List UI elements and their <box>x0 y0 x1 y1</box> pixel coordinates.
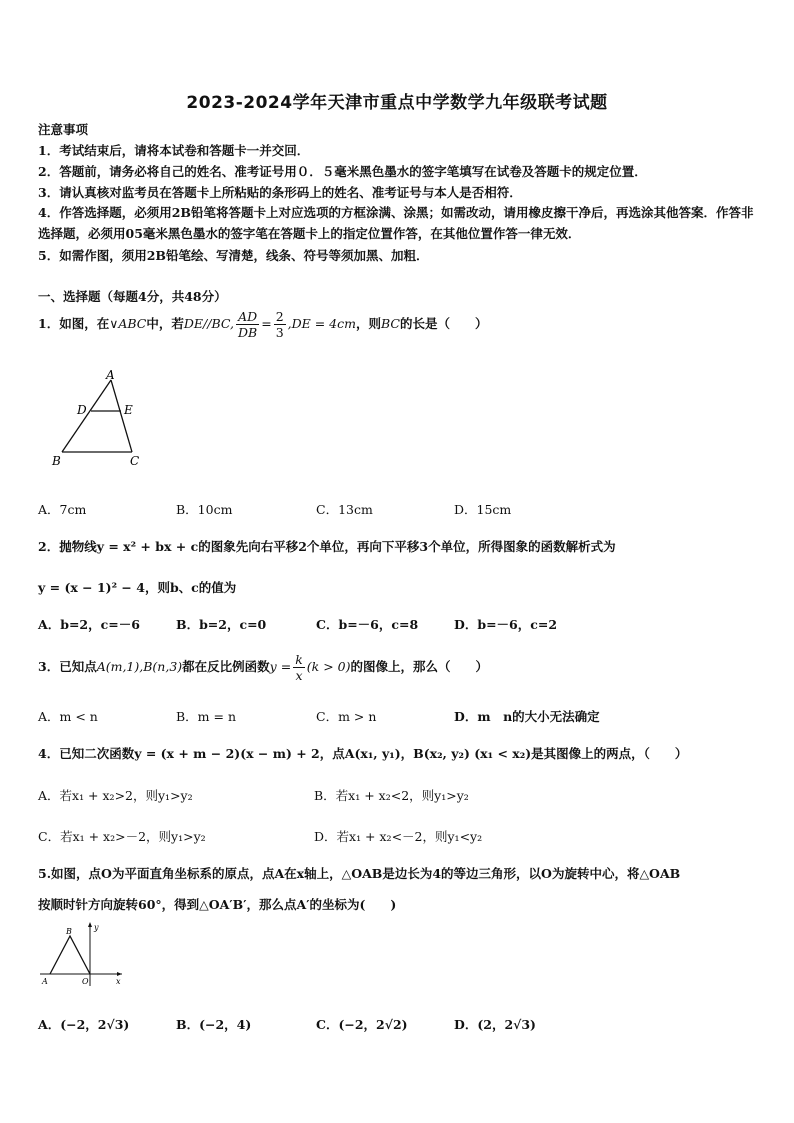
q1-fraction-num: AD <box>236 309 259 325</box>
q1-option-d[interactable]: D．15cm <box>454 502 512 517</box>
q4-option-c[interactable]: C．若x₁ + x₂>－2，则y₁>y₂ <box>38 829 206 844</box>
q5-fig-label-x: x <box>116 977 121 986</box>
q1-tail: 的长是（ ） <box>400 316 488 331</box>
q1-ratio-den: 3 <box>275 325 284 340</box>
q3-func-den: x <box>295 668 303 683</box>
q1-fig-label-a: A <box>106 368 115 382</box>
q1-fraction-den: DB <box>237 325 258 340</box>
question-5-stem: 5.如图，点O为平面直角坐标系的原点，点A在x轴上，△OAB是边长为4的等边三角形，以O为旋转中心，将△OAB <box>38 866 681 881</box>
q3-option-b[interactable]: B．m = n <box>176 709 237 724</box>
q5-option-c[interactable]: C．(−2，2√2) <box>316 1017 408 1032</box>
q4-option-d[interactable]: D．若x₁ + x₂<－2，则y₁<y₂ <box>314 829 483 844</box>
q1-fig-label-e: E <box>124 403 133 417</box>
q1-condition-de: ,DE = 4cm <box>287 316 356 331</box>
q3-condition: (k > 0) <box>306 659 351 674</box>
q3-prefix: 3．已知点 <box>38 659 97 674</box>
question-1-stem <box>38 309 488 340</box>
q1-fraction-ratio <box>274 309 286 340</box>
q5-option-d[interactable]: D．(2，2√3) <box>454 1017 536 1032</box>
question-2-stem: 2．抛物线y = x² + bx + c的图象先向右平移2个单位，再向下平移3个单位，所得图象的函数解析式为 <box>38 539 616 554</box>
question-2-equation: y = (x − 1)² − 4，则b、c的值为 <box>38 580 237 595</box>
notice-heading: 注意事项 <box>38 122 89 137</box>
q1-option-a[interactable]: A．7cm <box>38 502 87 517</box>
q2-option-c[interactable]: C．b=－6，c=8 <box>316 617 419 632</box>
notice-item-4: 4．作答选择题，必须用2B铅笔将答题卡上对应选项的方框涂满、涂黑；如需改动，请用橡皮擦干净后，再选涂其他答案．作答非选择题，必须用05毫米黑色墨水的签字笔在答题卡上的指定位置作答，在其他位置作答一律无效． <box>38 205 754 241</box>
q3-func-fraction <box>293 652 305 683</box>
question-5-stem-cont: 按顺时针方向旋转60°，得到△OA′B′，那么点A′的坐标为( ) <box>38 897 397 912</box>
q3-func-num: k <box>295 652 303 667</box>
notice-item-3: 3．请认真核对监考员在答题卡上所粘贴的条形码上的姓名、准考证号与本人是否相符． <box>38 185 522 200</box>
q1-suffix: ，则 <box>356 316 382 331</box>
q1-bc: BC <box>381 316 400 331</box>
q1-option-b[interactable]: B．10cm <box>176 502 233 517</box>
q2-option-d[interactable]: D．b=－6，c=2 <box>454 617 558 632</box>
q1-ratio-num: 2 <box>275 309 284 324</box>
q1-fig-label-c: C <box>130 454 140 468</box>
notice-item-1: 1．考试结束后，请将本试卷和答题卡一并交回． <box>38 143 310 158</box>
q1-triangle-figure <box>48 366 158 468</box>
q1-mid: 中，若 <box>146 316 184 331</box>
q4-option-b[interactable]: B．若x₁ + x₂<2，则y₁>y₂ <box>314 788 469 803</box>
notice-item-5: 5．如需作图，须用2B铅笔绘、写清楚，线条、符号等须加黑、加粗． <box>38 248 429 263</box>
q3-tail: 的图像上，那么（ ） <box>350 659 488 674</box>
q5-fig-label-y: y <box>94 923 99 932</box>
q1-triangle: ∨ABC <box>109 316 147 331</box>
q5-fig-label-o: O <box>82 977 89 986</box>
q5-fig-label-a: A <box>42 977 48 986</box>
q1-fraction-ad-db <box>236 309 259 340</box>
q3-option-d[interactable]: D．m n的大小无法确定 <box>454 709 600 724</box>
q5-option-b[interactable]: B．(−2，4) <box>176 1017 252 1032</box>
q1-fig-label-d: D <box>77 403 87 417</box>
q2-option-b[interactable]: B．b=2，c=0 <box>176 617 267 632</box>
exam-title: 2023-2024学年天津市重点中学数学九年级联考试题 <box>186 93 608 113</box>
q3-func-left: y = <box>269 659 292 674</box>
q1-prefix: 1．如图，在 <box>38 316 110 331</box>
notice-item-2: 2．答题前，请务必将自己的姓名、准考证号用０．５毫米黑色墨水的签字笔填写在试卷及答题卡的规定位置． <box>38 164 647 179</box>
q3-points: A(m,1),B(n,3) <box>96 659 183 674</box>
question-3-stem <box>38 652 488 683</box>
q1-condition-parallel: DE//BC, <box>183 316 234 331</box>
q1-fig-label-b: B <box>52 454 61 468</box>
q3-option-a[interactable]: A．m < n <box>38 709 98 724</box>
q3-option-c[interactable]: C．m > n <box>316 709 377 724</box>
q4-option-a[interactable]: A．若x₁ + x₂>2，则y₁>y₂ <box>38 788 193 803</box>
q1-equals: = <box>261 316 272 331</box>
q2-option-a[interactable]: A．b=2，c=－6 <box>38 617 140 632</box>
q1-option-c[interactable]: C．13cm <box>316 502 373 517</box>
section-heading: 一、选择题（每题4分，共48分） <box>38 289 227 304</box>
q5-coordinate-figure <box>36 920 126 992</box>
q5-fig-label-b: B <box>66 927 72 936</box>
q3-mid: 都在反比例函数 <box>182 659 270 674</box>
question-4-stem: 4．已知二次函数y = (x + m − 2)(x − m) + 2，点A(x₁, y₁)，B(x₂, y₂) (x₁ < x₂)是其图像上的两点，（ ） <box>38 746 688 761</box>
q5-option-a[interactable]: A．(−2，2√3) <box>38 1017 130 1032</box>
